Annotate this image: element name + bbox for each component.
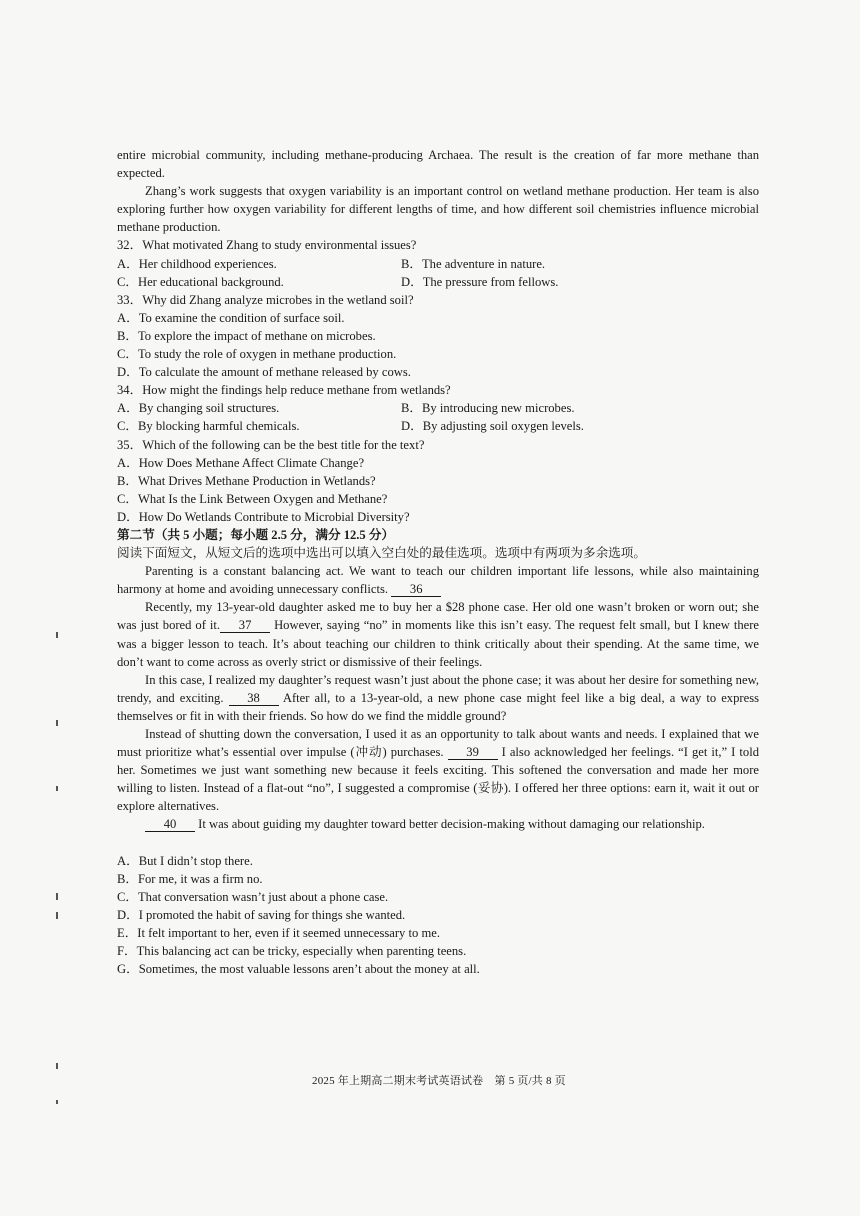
option-a: A．To examine the condition of surface soil.	[117, 310, 345, 325]
option-a: A．How Does Methane Affect Climate Change?	[117, 455, 365, 470]
option-b: B．The adventure in nature.	[401, 256, 546, 271]
paragraph-text: Parenting is a constant balancing act. We want to teach our children important life lessons, while also maintaining harmony at home and avoiding unnecessary conflicts.	[117, 564, 759, 597]
exam-page	[117, 146, 759, 978]
paragraph-text: It was about guiding my daughter toward better decision-making without damaging our relationship.	[198, 817, 705, 832]
option-a: A．By changing soil structures.	[117, 401, 280, 416]
question-35	[117, 436, 759, 526]
question-34	[117, 381, 759, 435]
section-title: 第二节（共 5 小题；每小题 2.5 分，满分 12.5 分）	[117, 527, 395, 542]
paragraph-text: Instead of shutting down the conversation, I used it as an opportunity to talk about wants and needs. I explained that we must prioritize what’s essential over impulse (冲动) purchases.	[117, 727, 759, 760]
blank-39[interactable]: 39	[448, 745, 498, 760]
spacer	[117, 834, 759, 852]
binding-mark	[56, 786, 58, 791]
question-stem: 34．How might the findings help reduce methane from wetlands?	[117, 383, 451, 398]
blank-40[interactable]: 40	[145, 817, 195, 832]
option-b: B．By introducing new microbes.	[401, 401, 575, 416]
cloze-paragraph	[117, 815, 759, 833]
paragraph-text: However, saying “no” in moments like this isn’t easy. The request felt small, but I knew there was a bigger lesson to teach. It’s about teaching our children to think critically about their spending. At the same time, we don’t want to come across as overly strict or dismissive of their feelings.	[117, 618, 760, 669]
binding-mark	[56, 720, 58, 726]
question-33	[117, 291, 759, 381]
passage-c-paragraph: entire microbial community, including methane-producing Archaea. The result is the creation of far more methane than expected.	[117, 148, 759, 181]
binding-mark	[56, 1063, 58, 1069]
question-stem: 33．Why did Zhang analyze microbes in the wetland soil?	[117, 292, 414, 307]
choice-list	[117, 852, 759, 979]
choice-a: A．But I didn’t stop there.	[117, 853, 253, 868]
option-d: D．By adjusting soil oxygen levels.	[401, 419, 584, 434]
blank-37[interactable]: 37	[220, 618, 270, 633]
choice-g: G．Sometimes, the most valuable lessons aren’t about the money at all.	[117, 962, 480, 977]
question-32	[117, 236, 759, 290]
question-stem: 32．What motivated Zhang to study environmental issues?	[117, 238, 417, 253]
option-d: D．The pressure from fellows.	[401, 274, 559, 289]
paragraph-text: After all, to a 13-year-old, a new phone case might feel like a big deal, a way to express themselves or fit in with their friends. So how do we find the middle ground?	[117, 690, 759, 723]
cloze-paragraph	[117, 562, 759, 598]
option-d: D．To calculate the amount of methane released by cows.	[117, 365, 411, 380]
paragraph-text: In this case, I realized my daughter’s request wasn’t just about the phone case; it was about her desire for something new, trendy, and exciting.	[117, 672, 759, 705]
choice-b: B．For me, it was a firm no.	[117, 871, 263, 886]
blank-36[interactable]: 36	[391, 582, 441, 597]
paragraph-text: Recently, my 13-year-old daughter asked me to buy her a $28 phone case. Her old one wasn’t broken or worn out; she was just bored of it.	[117, 600, 759, 633]
option-c: C．Her educational background.	[117, 274, 284, 289]
cloze-paragraph	[117, 598, 759, 670]
question-stem: 35．Which of the following can be the best title for the text?	[117, 437, 425, 452]
binding-mark	[56, 912, 58, 919]
option-b: B．To explore the impact of methane on microbes.	[117, 328, 376, 343]
cloze-paragraph	[117, 671, 759, 725]
choice-d: D．I promoted the habit of saving for things she wanted.	[117, 907, 406, 922]
option-c: C．By blocking harmful chemicals.	[117, 419, 300, 434]
binding-mark	[56, 893, 58, 900]
option-b: B．What Drives Methane Production in Wetlands?	[117, 473, 376, 488]
option-a: A．Her childhood experiences.	[117, 256, 277, 271]
page-footer: 2025 年上期高二期末考试英语试卷 第 5 页/共 8 页	[312, 1075, 566, 1087]
choice-c: C．That conversation wasn’t just about a phone case.	[117, 889, 389, 904]
option-c: C．What Is the Link Between Oxygen and Methane?	[117, 491, 388, 506]
choice-e: E．It felt important to her, even if it seemed unnecessary to me.	[117, 925, 440, 940]
section-instruction: 阅读下面短文，从短文后的选项中选出可以填入空白处的最佳选项。选项中有两项为多余选项。	[117, 546, 646, 561]
option-d: D．How Do Wetlands Contribute to Microbial Diversity?	[117, 509, 410, 524]
binding-mark	[56, 632, 58, 638]
cloze-paragraph	[117, 725, 759, 815]
paragraph-text: I also acknowledged her feelings. “I get it,” I told her. Sometimes we just want something new because it feels exciting. This softened the conversation and made her more willing to listen. Instead of a flat-out “no”, I suggested a compromise (妥协). I offered her three options: earn it, wait it out or explore alternatives.	[117, 745, 759, 814]
choice-f: F．This balancing act can be tricky, especially when parenting teens.	[117, 944, 467, 959]
passage-c-paragraph: Zhang’s work suggests that oxygen variability is an important control on wetland methane production. Her team is also exploring further how oxygen variability for different lengths of time, and how different soil chemistries influence microbial methane production.	[117, 184, 759, 235]
option-c: C．To study the role of oxygen in methane production.	[117, 347, 397, 362]
binding-mark	[56, 1100, 58, 1104]
blank-38[interactable]: 38	[229, 691, 279, 706]
